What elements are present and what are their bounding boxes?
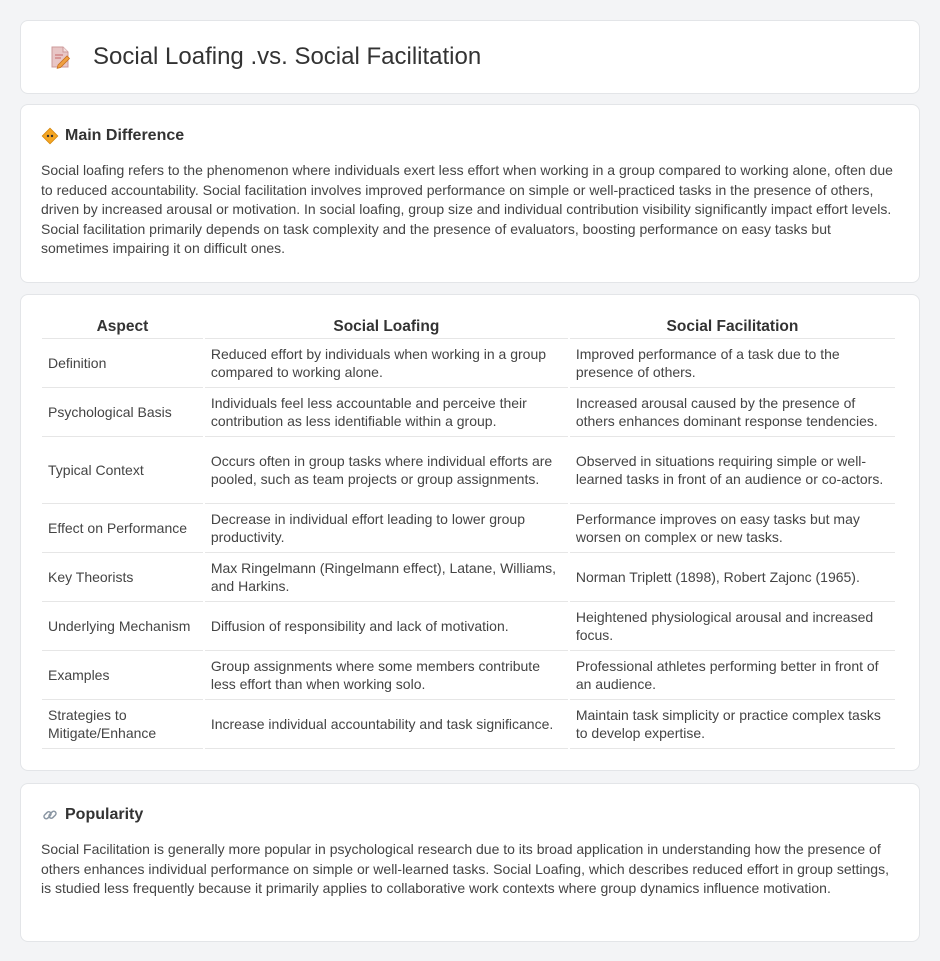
- table-row: [42, 504, 895, 553]
- main-difference-text: Social loafing refers to the phenomenon where individuals exert less effort when working in a group compared to working alone, often due to reduced accountability. Social facilitation involves improved performance on simple or well-practiced tasks in the presence of others, driven by increased arousal or motivation. In social loafing, group size and individual contribution visibility significantly impact effort levels. Social facilitation primarily depends on task complexity and the presence of evaluators, boosting performance on easy tasks but sometimes impairing it on difficult ones.: [41, 162, 893, 256]
- table-row: [42, 437, 895, 504]
- link-icon: [41, 806, 59, 824]
- social-facilitation-cell: Increased arousal caused by the presence of others enhances dominant response tendencies.: [570, 388, 895, 437]
- social-loafing-cell: Increase individual accountability and task significance.: [205, 700, 568, 749]
- social-facilitation-cell: Performance improves on easy tasks but may worsen on complex or new tasks.: [570, 504, 895, 553]
- social-loafing-cell: Occurs often in group tasks where individual efforts are pooled, such as team projects or group assignments.: [205, 437, 568, 504]
- aspect-cell: Definition: [42, 339, 203, 388]
- popularity-text: Social Facilitation is generally more popular in psychological research due to its broad application in understanding how the presence of others enhances individual performance on simple or well-learned tasks. Social Loafing, which describes reduced effort in group settings, is studied less frequently because it primarily applies to collaborative work contexts where group dynamics influence motivation.: [41, 841, 889, 896]
- social-loafing-cell: Decrease in individual effort leading to lower group productivity.: [205, 504, 568, 553]
- table-row: [42, 700, 895, 749]
- comparison-table: [40, 315, 897, 749]
- table-row: [42, 339, 895, 388]
- column-header: Social Facilitation: [570, 315, 895, 339]
- popularity-heading: Popularity: [65, 806, 144, 823]
- aspect-cell: Effect on Performance: [42, 504, 203, 553]
- table-row: [42, 602, 895, 651]
- social-facilitation-cell: Observed in situations requiring simple or well-learned tasks in front of an audience or co-actors.: [570, 437, 895, 504]
- social-facilitation-cell: Improved performance of a task due to the presence of others.: [570, 339, 895, 388]
- social-facilitation-cell: Heightened physiological arousal and increased focus.: [570, 602, 895, 651]
- comparison-section: [20, 294, 920, 771]
- title-card: [20, 20, 920, 94]
- table-header-row: [42, 315, 895, 339]
- page-title: Social Loafing .vs. Social Facilitation: [93, 43, 482, 70]
- social-loafing-cell: Max Ringelmann (Ringelmann effect), Latane, Williams, and Harkins.: [205, 553, 568, 602]
- social-loafing-cell: Group assignments where some members contribute less effort than when working solo.: [205, 651, 568, 700]
- social-loafing-cell: Individuals feel less accountable and perceive their contribution as less identifiable within a group.: [205, 388, 568, 437]
- social-facilitation-cell: Norman Triplett (1898), Robert Zajonc (1965).: [570, 553, 895, 602]
- table-row: [42, 651, 895, 700]
- aspect-cell: Typical Context: [42, 437, 203, 504]
- aspect-cell: Key Theorists: [42, 553, 203, 602]
- column-header: Social Loafing: [205, 315, 568, 339]
- social-loafing-cell: Diffusion of responsibility and lack of motivation.: [205, 602, 568, 651]
- popularity-section: [20, 783, 920, 942]
- social-facilitation-cell: Maintain task simplicity or practice complex tasks to develop expertise.: [570, 700, 895, 749]
- social-facilitation-cell: Professional athletes performing better in front of an audience.: [570, 651, 895, 700]
- main-difference-heading: Main Difference: [65, 127, 185, 144]
- aspect-cell: Underlying Mechanism: [42, 602, 203, 651]
- aspect-cell: Examples: [42, 651, 203, 700]
- main-difference-section: [20, 104, 920, 283]
- table-row: [42, 388, 895, 437]
- column-header: Aspect: [42, 315, 203, 339]
- document-edit-icon: [47, 44, 73, 70]
- social-loafing-cell: Reduced effort by individuals when working in a group compared to working alone.: [205, 339, 568, 388]
- diamond-sign-icon: [41, 127, 59, 145]
- aspect-cell: Strategies to Mitigate/Enhance: [42, 700, 203, 749]
- aspect-cell: Psychological Basis: [42, 388, 203, 437]
- table-row: [42, 553, 895, 602]
